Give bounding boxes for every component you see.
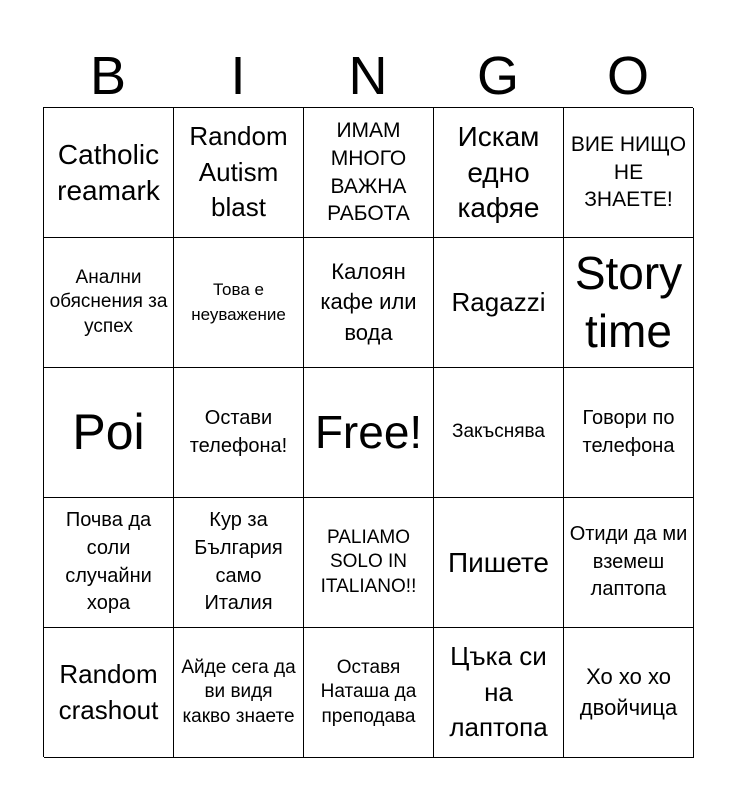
- bingo-cell[interactable]: Хо хо хо двойчица: [564, 628, 694, 758]
- bingo-cell[interactable]: PALIAMO SOLO IN ITALIANO!!: [304, 498, 434, 628]
- bingo-cell[interactable]: Остави телефона!: [174, 368, 304, 498]
- header-letter-n: N: [348, 46, 388, 106]
- bingo-cell[interactable]: Почва да соли случайни хора: [44, 498, 174, 628]
- header-letter-o: O: [606, 46, 649, 106]
- bingo-cell[interactable]: Story time: [564, 238, 694, 368]
- free-space-cell[interactable]: Free!: [304, 368, 434, 498]
- bingo-cell[interactable]: Говори по телефона: [564, 368, 694, 498]
- bingo-cell[interactable]: Poi: [44, 368, 174, 498]
- bingo-board: [43, 107, 693, 757]
- bingo-cell[interactable]: Random Autism blast: [174, 108, 304, 238]
- bingo-cell[interactable]: Айде сега да ви видя какво знаете: [174, 628, 304, 758]
- bingo-cell[interactable]: Catholic reamark: [44, 108, 174, 238]
- bingo-cell[interactable]: Оставя Наташа да преподава: [304, 628, 434, 758]
- bingo-cell[interactable]: Кур за България само Италия: [174, 498, 304, 628]
- header-letter-b: B: [89, 46, 127, 106]
- bingo-cell[interactable]: Искам едно кафяе: [434, 108, 564, 238]
- bingo-cell[interactable]: Закъснява: [434, 368, 564, 498]
- bingo-cell[interactable]: ИМАМ МНОГО ВАЖНА РАБОТА: [304, 108, 434, 238]
- bingo-cell[interactable]: Анални обяснения за успех: [44, 238, 174, 368]
- bingo-cell[interactable]: Random crashout: [44, 628, 174, 758]
- bingo-cell[interactable]: Ragazzi: [434, 238, 564, 368]
- header-letter-g: G: [476, 46, 519, 106]
- bingo-cell[interactable]: Това е неуважение: [174, 238, 304, 368]
- bingo-cell[interactable]: Цъка си на лаптопа: [434, 628, 564, 758]
- bingo-cell[interactable]: ВИЕ НИЩО НЕ ЗНАЕТЕ!: [564, 108, 694, 238]
- bingo-header: [43, 44, 693, 108]
- bingo-cell[interactable]: Пишете: [434, 498, 564, 628]
- bingo-cell[interactable]: Отиди да ми вземеш лаптопа: [564, 498, 694, 628]
- header-letter-i: I: [230, 46, 246, 106]
- bingo-cell[interactable]: Калоян кафе или вода: [304, 238, 434, 368]
